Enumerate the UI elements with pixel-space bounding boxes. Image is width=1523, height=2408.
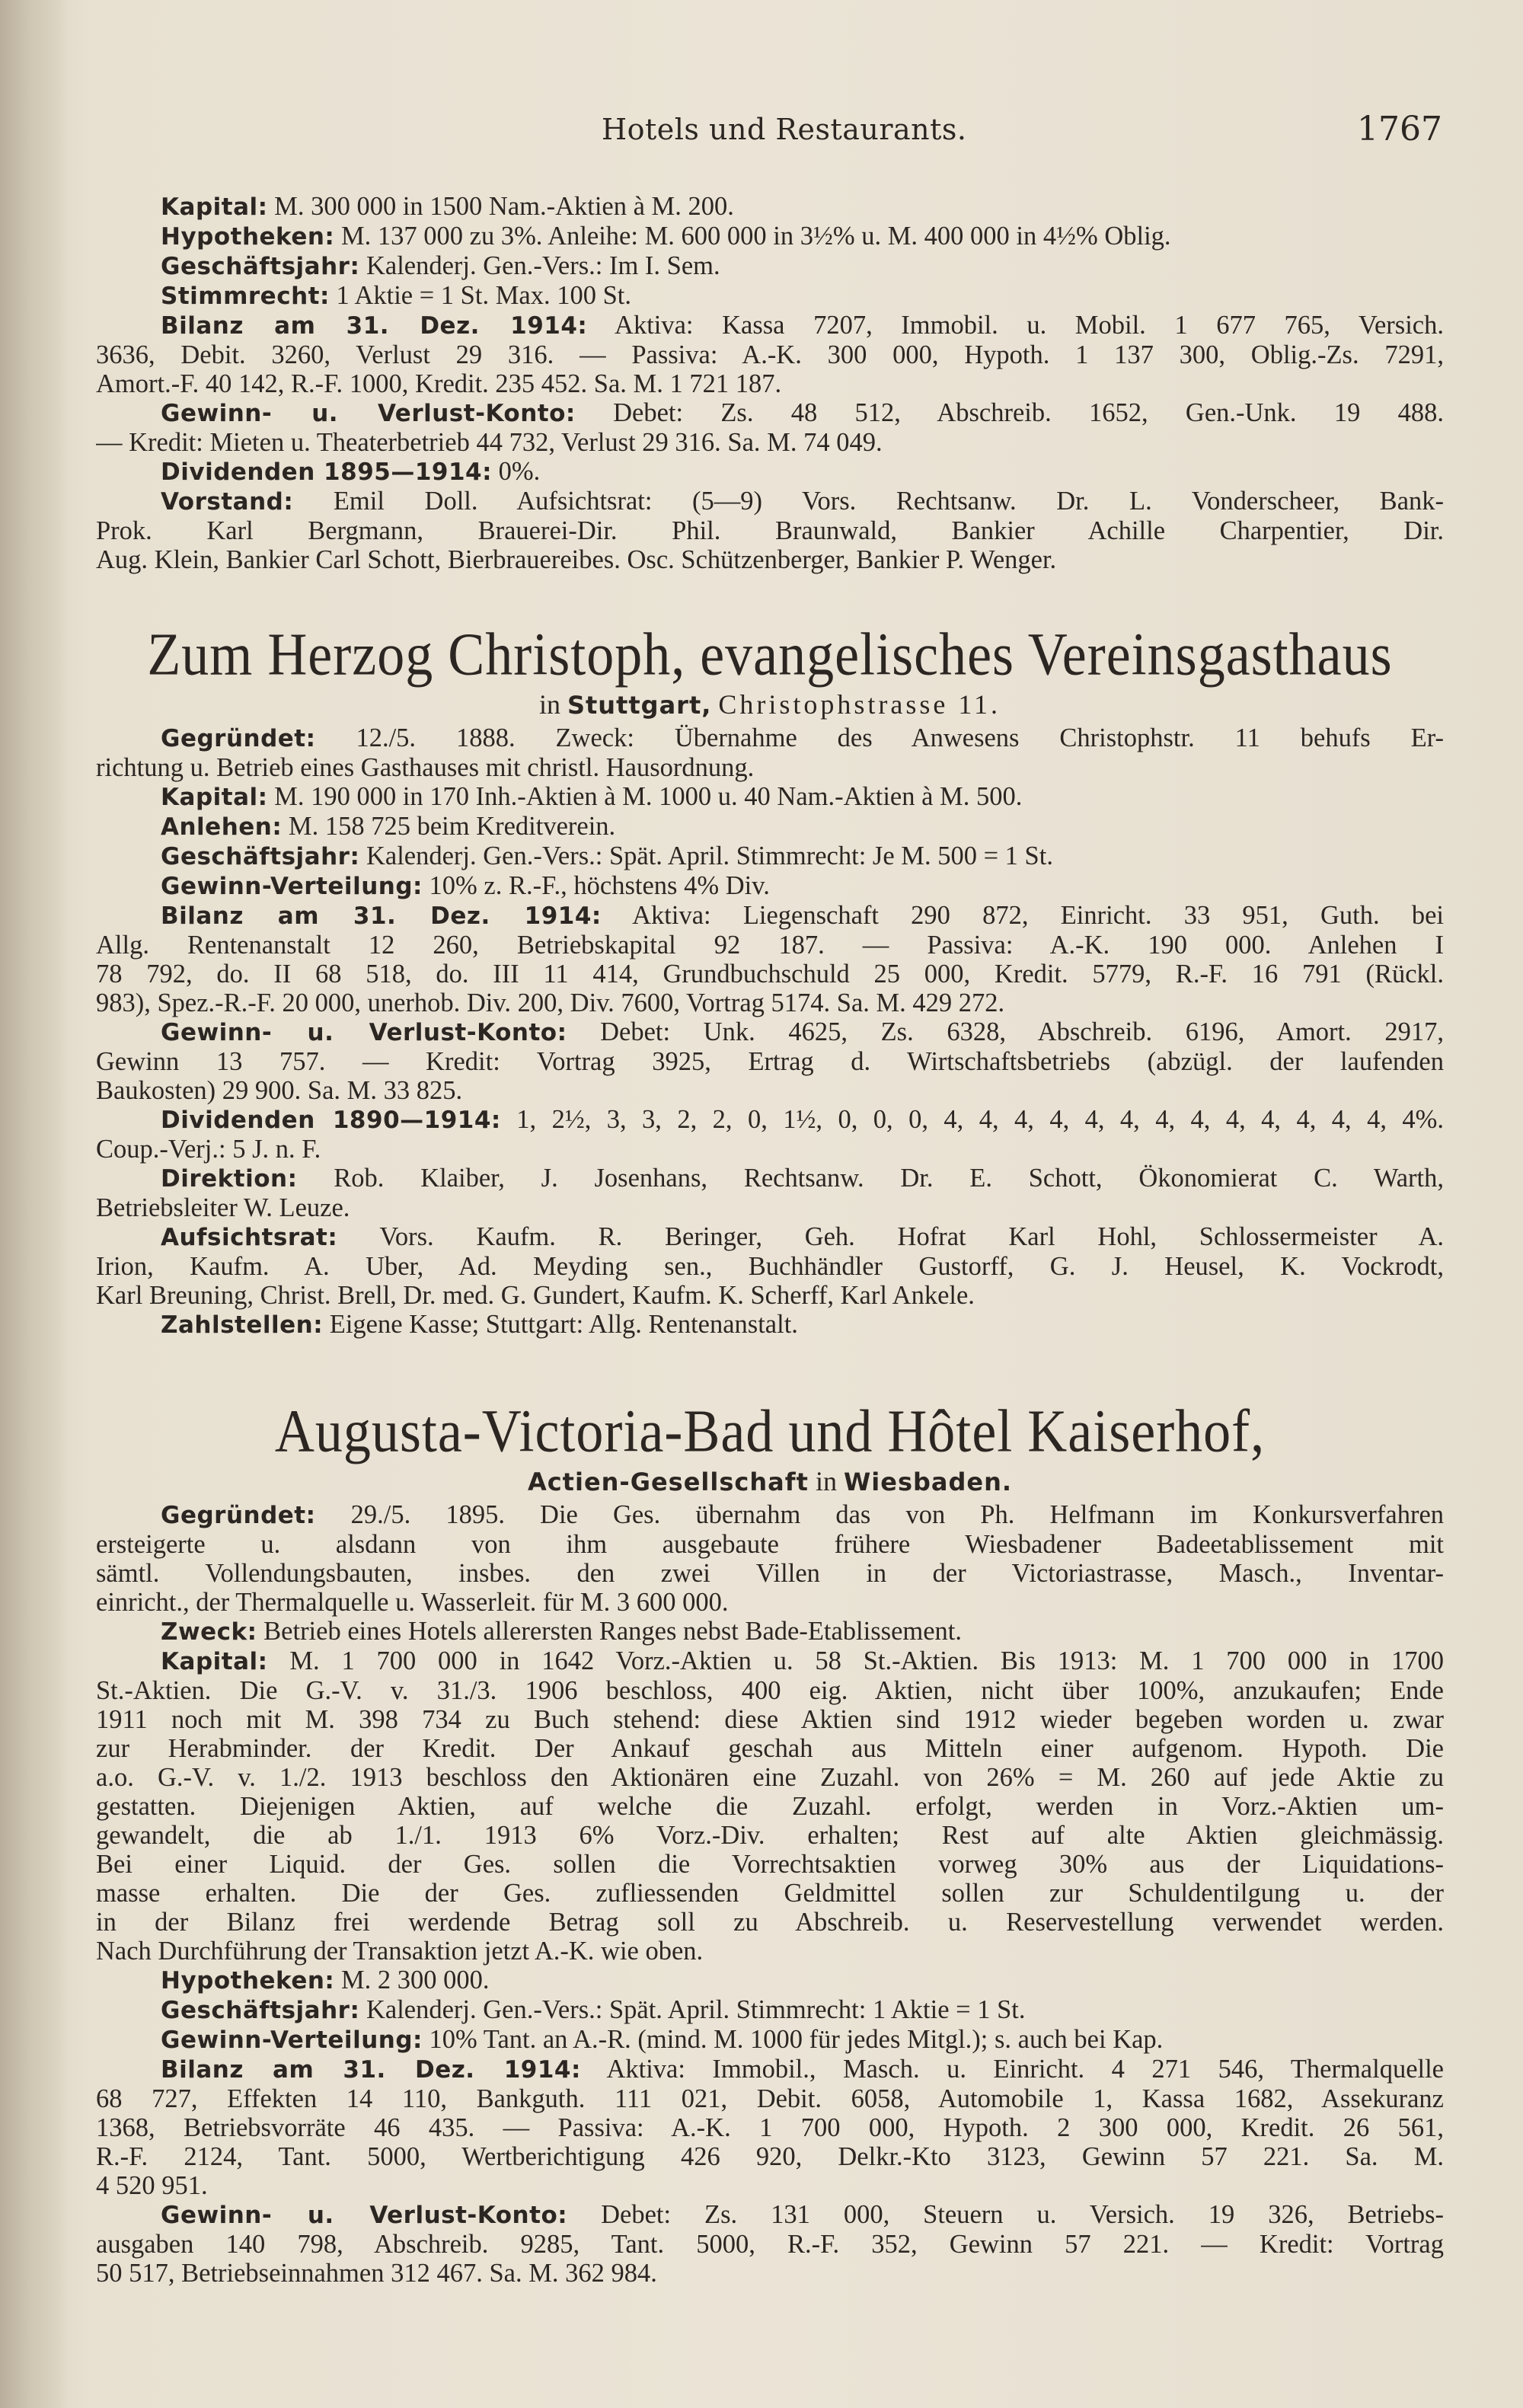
entry-text: 50 517, Betriebseinnahmen 312 467. Sa. M. 362 984. — [96, 2259, 657, 2288]
entry-keyword: Bilanz am 31. Dez. 1914: — [161, 2056, 581, 2084]
entry-keyword: Zahlstellen: — [161, 1311, 324, 1339]
text-line — [96, 2171, 1444, 2200]
subtitle-pre: in — [538, 689, 560, 720]
entry-text: Coup.-Verj.: 5 J. n. F. — [96, 1135, 321, 1164]
text-line — [96, 1281, 1444, 1310]
text-line — [96, 1879, 1444, 1908]
text-line — [96, 1076, 1444, 1105]
entry-text: 0%. — [498, 457, 541, 486]
entry-text: Gewinn 13 757. — Kredit: Vortrag 3925, Ertrag d. Wirtschaftsbetriebs (abzügl. der laufenden — [96, 1047, 1444, 1076]
text-line — [96, 812, 1444, 842]
text-line — [96, 398, 1444, 428]
entry-text: 78 792, do. II 68 518, do. III 11 414, Grundbuchschuld 25 000, Kredit. 5779, R.-F. 16 791 (Rückl. — [96, 960, 1444, 988]
entry-text: Baukosten) 29 900. Sa. M. 33 825. — [96, 1076, 463, 1105]
entry-subtitle-augusta-victoria-bad — [96, 1465, 1444, 1497]
entry-keyword: Kapital: — [161, 193, 268, 221]
entry-section-1 — [96, 192, 1444, 574]
subtitle-mid: in — [815, 1466, 837, 1496]
entry-text: M. 137 000 zu 3%. Anleihe: M. 600 000 in 3½% u. M. 400 000 in 4½% Oblig. — [340, 222, 1171, 251]
entry-section-3 — [96, 1500, 1444, 2288]
entry-text: M. 300 000 in 1500 Nam.-Aktien à M. 200. — [274, 192, 734, 221]
text-line — [96, 457, 1444, 487]
text-line — [96, 1908, 1444, 1937]
text-line — [96, 545, 1444, 574]
text-line — [96, 1017, 1444, 1047]
entry-keyword: Bilanz am 31. Dez. 1914: — [161, 902, 602, 930]
entry-keyword: Gewinn- u. Verlust-Konto: — [161, 400, 576, 427]
entry-text: 1 Aktie = 1 St. Max. 100 St. — [336, 281, 631, 310]
entry-text: 4 520 951. — [96, 2171, 208, 2200]
entry-text: 12./5. 1888. Zweck: Übernahme des Anwesens Christophstr. 11 behufs Er- — [356, 723, 1444, 752]
entry-text: Aug. Klein, Bankier Carl Schott, Bierbrauereibes. Osc. Schützenberger, Bankier P. Wenger. — [96, 545, 1057, 574]
subtitle-city: Stuttgart, — [567, 691, 712, 720]
text-line — [96, 340, 1444, 369]
entry-keyword: Stimmrecht: — [161, 283, 330, 310]
text-line — [96, 281, 1444, 311]
entry-keyword: Bilanz am 31. Dez. 1914: — [161, 312, 588, 340]
entry-text: Rob. Klaiber, J. Josenhans, Rechtsanw. Dr. E. Schott, Ökonomierat C. Warth, — [334, 1164, 1444, 1193]
text-line — [96, 1047, 1444, 1076]
text-line — [96, 1646, 1444, 1676]
text-line — [96, 1937, 1444, 1966]
entry-text: zur Herabminder. der Kredit. Der Ankauf geschah aus Mitteln einer aufgenom. Hypoth. Die — [96, 1734, 1444, 1763]
text-line — [96, 1310, 1444, 1340]
entry-text: ersteigerte u. alsdann von ihm ausgebaute frühere Wiesbadener Badeetablissement mit — [96, 1530, 1444, 1559]
text-line — [96, 1966, 1444, 1995]
entry-keyword: Hypotheken: — [161, 1967, 335, 1994]
text-line — [96, 1995, 1444, 2025]
text-line — [96, 1193, 1444, 1222]
entry-text: 983), Spez.-R.-F. 20 000, unerhob. Div. 200, Div. 7600, Vortrag 5174. Sa. M. 429 272. — [96, 988, 1005, 1017]
entry-keyword: Zweck: — [161, 1618, 257, 1646]
text-line — [96, 222, 1444, 251]
entry-text: Betriebsleiter W. Leuze. — [96, 1193, 350, 1222]
text-line — [96, 1500, 1444, 1530]
entry-text: Aktiva: Liegenschaft 290 872, Einricht. 33 951, Guth. bei — [632, 901, 1444, 930]
text-line — [96, 1792, 1444, 1821]
entry-text: a.o. G.-V. v. 1./2. 1913 beschloss den Aktionären eine Zuzahl. von 26% = M. 260 auf jede Aktie zu — [96, 1763, 1444, 1792]
entry-text: M. 190 000 in 170 Inh.-Aktien à M. 1000 u. 40 Nam.-Aktien à M. 500. — [274, 782, 1023, 811]
entry-keyword: Geschäftsjahr: — [161, 843, 360, 870]
entry-keyword: Anlehen: — [161, 813, 283, 841]
entry-keyword: Gewinn- u. Verlust-Konto: — [161, 2202, 568, 2229]
text-line — [96, 2230, 1444, 2259]
entry-text: Debet: Unk. 4625, Zs. 6328, Abschreib. 6196, Amort. 2917, — [600, 1017, 1444, 1046]
entry-keyword: Gewinn-Verteilung: — [161, 2026, 423, 2054]
entry-text: masse erhalten. Die der Ges. zufliessenden Geldmittel sollen zur Schuldentilgung u. der — [96, 1879, 1444, 1908]
entry-text: Karl Breuning, Christ. Brell, Dr. med. G. Gundert, Kaufm. K. Scherff, Karl Ankele. — [96, 1281, 975, 1310]
entry-text: R.-F. 2124, Tant. 5000, Wertberichtigung 426 920, Delkr.-Kto 3123, Gewinn 57 221. Sa. M. — [96, 2142, 1444, 2171]
text-line — [96, 1164, 1444, 1193]
entry-subtitle-herzog-christoph — [96, 688, 1444, 720]
entry-text: 10% Tant. an A.-R. (mind. M. 1000 für jedes Mitgl.); s. auch bei Kap. — [429, 2025, 1164, 2054]
entry-keyword: Direktion: — [161, 1165, 298, 1193]
running-head: Hotels und Restaurants. — [602, 113, 967, 146]
text-line — [96, 1734, 1444, 1763]
text-line — [96, 516, 1444, 545]
entry-section-2 — [96, 723, 1444, 1340]
text-line — [96, 1252, 1444, 1281]
entry-title-augusta-victoria-bad: Augusta-Victoria-Bad und Hôtel Kaiserhof, — [274, 1397, 1266, 1464]
text-line — [96, 2025, 1444, 2055]
entry-keyword: Gegründet: — [161, 1502, 316, 1529]
entry-text: Prok. Karl Bergmann, Brauerei-Dir. Phil. Braunwald, Bankier Achille Charpentier, Dir. — [96, 516, 1444, 545]
entry-text: Vors. Kaufm. R. Beringer, Geh. Hofrat Karl Hohl, Schlossermeister A. — [379, 1222, 1444, 1251]
text-line — [96, 1530, 1444, 1559]
entry-text: Nach Durchführung der Transaktion jetzt A.-K. wie oben. — [96, 1937, 704, 1966]
entry-text: Betrieb eines Hotels allerersten Ranges nebst Bade-Etablissement. — [263, 1617, 963, 1646]
entry-keyword: Geschäftsjahr: — [161, 1997, 360, 2024]
text-line — [96, 2084, 1444, 2113]
entry-text: Bei einer Liquid. der Ges. sollen die Vorrechtsaktien vorweg 30% aus der Liquidations- — [96, 1850, 1444, 1879]
page-number: 1767 — [1357, 110, 1442, 149]
entry-text: Eigene Kasse; Stuttgart: Allg. Rentenanstalt. — [329, 1310, 798, 1339]
entry-keyword: Hypotheken: — [161, 223, 335, 251]
entry-keyword: Gewinn-Verteilung: — [161, 873, 423, 900]
text-line — [96, 1850, 1444, 1879]
entry-keyword: Gegründet: — [161, 725, 316, 752]
text-line — [96, 723, 1444, 753]
text-line — [96, 487, 1444, 516]
entry-text: Aktiva: Immobil., Masch. u. Einricht. 4 271 546, Thermalquelle — [606, 2055, 1444, 2084]
entry-text: Debet: Zs. 131 000, Steuern u. Versich. 19 326, Betriebs- — [601, 2200, 1444, 2229]
text-line — [96, 960, 1444, 988]
entry-keyword: Kapital: — [161, 784, 268, 811]
text-line — [96, 1617, 1444, 1646]
text-line — [96, 251, 1444, 281]
entry-text: 1368, Betriebsvorräte 46 435. — Passiva: A.-K. 1 700 000, Hypoth. 2 300 000, Kredit. 26 561, — [96, 2113, 1444, 2142]
text-line — [96, 1135, 1444, 1164]
subtitle-company: Actien-Gesellschaft — [527, 1467, 809, 1496]
entry-title-herzog-christoph: Zum Herzog Christoph, evangelisches Vereinsgasthaus — [147, 620, 1393, 688]
entry-text: Emil Doll. Aufsichtsrat: (5—9) Vors. Rechtsanw. Dr. L. Vonderscheer, Bank- — [333, 487, 1444, 516]
entry-text: 10% z. R.-F., höchstens 4% Div. — [429, 871, 770, 900]
entry-text: einricht., der Thermalquelle u. Wasserleit. für M. 3 600 000. — [96, 1588, 729, 1617]
entry-text: 68 727, Effekten 14 110, Bankguth. 111 021, Debit. 6058, Automobile 1, Kassa 1682, Assekuranz — [96, 2084, 1444, 2113]
entry-text: Kalenderj. Gen.-Vers.: Im I. Sem. — [366, 251, 720, 280]
page-spine-shadow — [0, 0, 69, 2408]
text-line — [96, 871, 1444, 901]
subtitle-city: Wiesbaden. — [843, 1467, 1013, 1496]
text-line — [96, 931, 1444, 960]
entry-text: Aktiva: Kassa 7207, Immobil. u. Mobil. 1 677 765, Versich. — [615, 311, 1444, 340]
entry-keyword: Aufsichtsrat: — [161, 1224, 338, 1251]
entry-text: M. 1 700 000 in 1642 Vorz.-Aktien u. 58 St.-Aktien. Bis 1913: M. 1 700 000 in 1700 — [289, 1646, 1444, 1675]
entry-text: Allg. Rentenanstalt 12 260, Betriebskapital 92 187. — Passiva: A.-K. 190 000. Anlehen I — [96, 931, 1444, 960]
entry-keyword: Gewinn- u. Verlust-Konto: — [161, 1019, 567, 1046]
text-line — [96, 782, 1444, 812]
text-line — [96, 2113, 1444, 2142]
entry-keyword: Kapital: — [161, 1648, 268, 1675]
text-line — [96, 901, 1444, 931]
entry-text: Irion, Kaufm. A. Uber, Ad. Meyding sen., Buchhändler Gustorff, G. J. Heusel, K. Vockrodt, — [96, 1252, 1444, 1281]
entry-text: Amort.-F. 40 142, R.-F. 1000, Kredit. 235 452. Sa. M. 1 721 187. — [96, 369, 782, 398]
entry-text: sämtl. Vollendungsbauten, insbes. den zwei Villen in der Victoriastrasse, Masch., Inventar- — [96, 1559, 1444, 1588]
entry-keyword: Dividenden 1895—1914: — [161, 458, 493, 486]
entry-keyword: Geschäftsjahr: — [161, 253, 360, 280]
entry-text: St.-Aktien. Die G.-V. v. 31./3. 1906 beschloss, 400 eig. Aktien, nicht über 100%, anzukaufen; Ende — [96, 1676, 1444, 1705]
text-line — [96, 1763, 1444, 1792]
entry-text: — Kredit: Mieten u. Theaterbetrieb 44 732, Verlust 29 316. Sa. M. 74 049. — [96, 428, 883, 457]
entry-text: ausgaben 140 798, Abschreib. 9285, Tant. 5000, R.-F. 352, Gewinn 57 221. — Kredit: Vortrag — [96, 2230, 1444, 2259]
text-line — [96, 1676, 1444, 1705]
entry-text: Debet: Zs. 48 512, Abschreib. 1652, Gen.-Unk. 19 488. — [613, 398, 1444, 427]
text-line — [96, 2055, 1444, 2084]
entry-text: 29./5. 1895. Die Ges. übernahm das von Ph. Helfmann im Konkursverfahren — [350, 1500, 1444, 1529]
text-line — [96, 1705, 1444, 1734]
entry-text: richtung u. Betrieb eines Gasthauses mit christl. Hausordnung. — [96, 753, 755, 782]
entry-text: 1, 2½, 3, 3, 2, 2, 0, 1½, 0, 0, 0, 4, 4, 4, 4, 4, 4, 4, 4, 4, 4, 4, 4, 4, 4%. — [516, 1105, 1444, 1134]
text-line — [96, 1559, 1444, 1588]
subtitle-street: Christophstrasse 11. — [718, 689, 1001, 720]
entry-text: gestatten. Diejenigen Aktien, auf welche die Zuzahl. erfolgt, werden in Vorz.-Aktien um- — [96, 1792, 1444, 1821]
text-line — [96, 1821, 1444, 1850]
text-line — [96, 192, 1444, 222]
entry-text: in der Bilanz frei werdende Betrag soll zu Abschreib. u. Reservestellung verwendet werden. — [96, 1908, 1444, 1937]
entry-text: Kalenderj. Gen.-Vers.: Spät. April. Stimmrecht: Je M. 500 = 1 St. — [366, 842, 1053, 870]
entry-keyword: Vorstand: — [161, 488, 294, 516]
text-line — [96, 428, 1444, 457]
text-line — [96, 1588, 1444, 1617]
text-line — [96, 2142, 1444, 2171]
text-line — [96, 753, 1444, 782]
text-line — [96, 2200, 1444, 2230]
text-line — [96, 988, 1444, 1017]
text-line — [96, 2259, 1444, 2288]
text-line — [96, 842, 1444, 871]
text-line — [96, 1105, 1444, 1135]
entry-keyword: Dividenden 1890—1914: — [161, 1107, 501, 1134]
text-line — [96, 369, 1444, 398]
entry-text: 3636, Debit. 3260, Verlust 29 316. — Passiva: A.-K. 300 000, Hypoth. 1 137 300, Oblig.-Zs. 7291, — [96, 340, 1444, 369]
entry-text: M. 158 725 beim Kreditverein. — [288, 812, 616, 841]
text-line — [96, 311, 1444, 340]
entry-text: gewandelt, die ab 1./1. 1913 6% Vorz.-Div. erhalten; Rest auf alte Aktien gleichmässig. — [96, 1821, 1444, 1850]
text-line — [96, 1222, 1444, 1252]
entry-text: 1911 noch mit M. 398 734 zu Buch stehend: diese Aktien sind 1912 wieder begeben worden u. zwar — [96, 1705, 1444, 1734]
entry-text: M. 2 300 000. — [340, 1966, 490, 1994]
entry-text: Kalenderj. Gen.-Vers.: Spät. April. Stimmrecht: 1 Aktie = 1 St. — [366, 1995, 1026, 2024]
